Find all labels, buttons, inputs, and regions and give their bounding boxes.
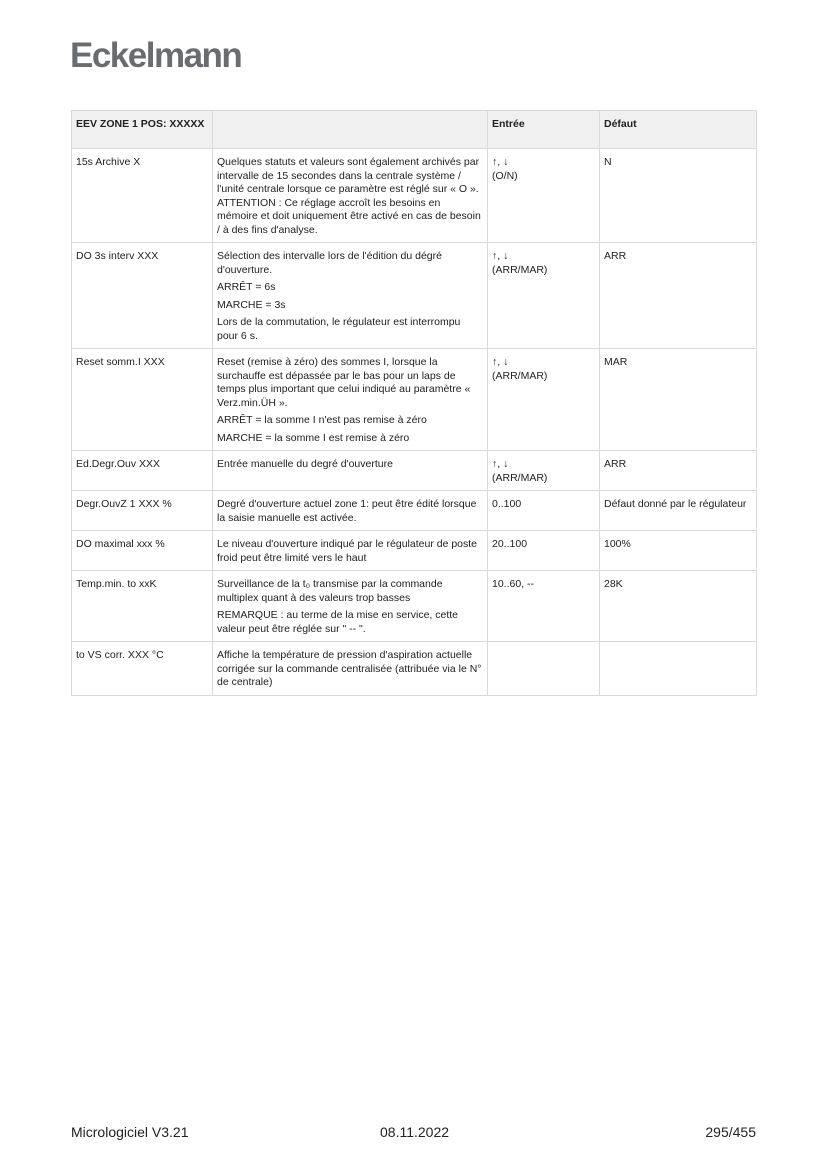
table-row	[72, 349, 757, 451]
parameter-name: Degr.OuvZ 1 XXX %	[72, 491, 213, 531]
parameter-default: Défaut donné par le régulateur	[600, 491, 757, 531]
parameter-default	[600, 642, 757, 696]
parameter-description	[213, 571, 488, 642]
footer-page-number: 295/455	[705, 1124, 756, 1140]
parameter-entry: ↑, ↓ (O/N)	[488, 149, 600, 243]
parameter-name: DO 3s interv XXX	[72, 243, 213, 349]
parameter-default: MAR	[600, 349, 757, 451]
description-paragraph: ARRÊT = la somme I n'est pas remise à zéro	[217, 414, 427, 426]
parameter-entry	[488, 642, 600, 696]
description-paragraph: Entrée manuelle du degré d'ouverture	[217, 458, 393, 470]
parameter-entry: ↑, ↓ (ARR/MAR)	[488, 349, 600, 451]
parameter-description	[213, 642, 488, 696]
parameter-default: 28K	[600, 571, 757, 642]
parameter-default: ARR	[600, 243, 757, 349]
table-row	[72, 531, 757, 571]
header-parameter: EEV ZONE 1 POS: XXXXX	[72, 111, 213, 149]
parameter-description	[213, 243, 488, 349]
parameter-name: Ed.Degr.Ouv XXX	[72, 451, 213, 491]
parameter-description	[213, 149, 488, 243]
description-paragraph: Reset (remise à zéro) des sommes I, lorsque la surchauffe est dépassée par le bas pour un laps de temps plus important que celui indiqué au paramètre « Verz.min.ÜH ».	[217, 356, 471, 409]
parameter-name: Temp.min. to xxK	[72, 571, 213, 642]
table-row	[72, 149, 757, 243]
company-logo: Eckelmann	[70, 36, 242, 75]
footer-firmware-version: Micrologiciel V3.21	[71, 1124, 189, 1140]
header-entry: Entrée	[488, 111, 600, 149]
description-paragraph: Surveillance de la t₀ transmise par la commande multiplex quant à des valeurs trop basses	[217, 578, 443, 604]
parameter-default: 100%	[600, 531, 757, 571]
table-row	[72, 571, 757, 642]
table-body	[72, 149, 757, 696]
description-paragraph: ATTENTION : Ce réglage accroît les besoins en mémoire et doit uniquement être activé en cas de besoin / à des fins d'analyse.	[217, 196, 481, 236]
parameter-description	[213, 451, 488, 491]
parameter-default: ARR	[600, 451, 757, 491]
description-paragraph: Quelques statuts et valeurs sont également archivés par intervalle de 15 secondes dans la centrale système / l'unité centrale lorsque ce paramètre est réglé sur « O ».	[217, 156, 480, 195]
parameter-entry: ↑, ↓ (ARR/MAR)	[488, 243, 600, 349]
description-paragraph: Lors de la commutation, le régulateur est interrompu pour 6 s.	[217, 316, 461, 342]
table-row	[72, 451, 757, 491]
parameter-table	[71, 110, 757, 696]
parameter-description	[213, 491, 488, 531]
description-paragraph: MARCHE = 3s	[217, 298, 286, 311]
description-paragraph: Sélection des intervalle lors de l'édition du dégré d'ouverture.	[217, 250, 442, 276]
description-paragraph: REMARQUE : au terme de la mise en service, cette valeur peut être réglée sur " -- ".	[217, 609, 459, 635]
table-row	[72, 243, 757, 349]
table-header-row	[72, 111, 757, 149]
table-row	[72, 491, 757, 531]
parameter-entry: 20..100	[488, 531, 600, 571]
parameter-entry: 0..100	[488, 491, 600, 531]
parameter-name: DO maximal xxx %	[72, 531, 213, 571]
header-default: Défaut	[600, 111, 757, 149]
parameter-name: to VS corr. XXX °C	[72, 642, 213, 696]
description-paragraph: MARCHE = la somme I est remise à zéro	[217, 431, 410, 444]
description-paragraph: Degré d'ouverture actuel zone 1: peut être édité lorsque la saisie manuelle est activée.	[217, 498, 477, 524]
header-description	[213, 111, 488, 149]
parameter-name: 15s Archive X	[72, 149, 213, 243]
parameter-entry: ↑, ↓ (ARR/MAR)	[488, 451, 600, 491]
table-row	[72, 642, 757, 696]
parameter-name: Reset somm.I XXX	[72, 349, 213, 451]
footer-date: 08.11.2022	[380, 1124, 450, 1140]
parameter-default: N	[600, 149, 757, 243]
parameter-description	[213, 531, 488, 571]
description-paragraph: Affiche la température de pression d'aspiration actuelle corrigée sur la commande centralisée (attribuée via le N° de centrale)	[217, 649, 482, 688]
parameter-entry: 10..60, --	[488, 571, 600, 642]
description-paragraph: Le niveau d'ouverture indiqué par le régulateur de poste froid peut être limité vers le haut	[217, 538, 478, 564]
description-paragraph: ARRÊT = 6s	[217, 281, 276, 293]
parameter-description	[213, 349, 488, 451]
